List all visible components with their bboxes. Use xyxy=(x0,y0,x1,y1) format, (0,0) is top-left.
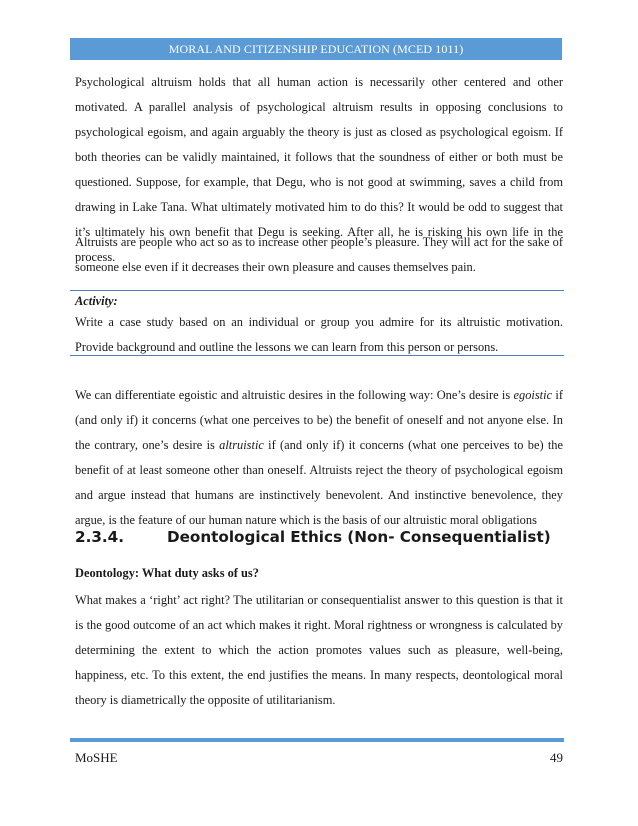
p3-part1: We can differentiate egoistic and altruistic desires in the following way: One’s desire is xyxy=(75,388,514,402)
p3-part2: if (and only if) it concerns (what one perceives to be) the benefit of oneself and not anyone else. In the contrary, one’s desire is xyxy=(75,388,563,452)
paragraph-psychological-altruism: Psychological altruism holds that all human action is necessarily other centered and other motivated. A parallel analysis of psychological altruism results in opposing conclusions to psychological egoism, and again arguably the theory is just as closed as psychological egoism. If both theories can be validly maintained, it follows that the soundness of either or both must be questioned. Suppose, for example, that Degu, who is not good at swimming, saves a child from drawing in Lake Tana. What ultimately motivated him to do this? It would be odd to suggest that it’s ultimately his own benefit that Degu is seeking. After all, he is risking his own life in the process. xyxy=(75,75,563,264)
activity-box xyxy=(70,290,564,356)
section-heading xyxy=(75,528,563,546)
section-number: 2.3.4. xyxy=(75,528,125,546)
header-title: MORAL AND CITIZENSHIP EDUCATION (MCED 1011) xyxy=(168,42,464,56)
term-egoistic: egoistic xyxy=(513,388,553,402)
paragraph-egoistic-altruistic xyxy=(75,383,563,533)
paragraph-altruists-definition: Altruists are people who act so as to increase other people’s pleasure. They will act for the sake of someone else even if it decreases their own pleasure and causes themselves pain. xyxy=(75,235,563,274)
p3-part3: if (and only if) it concerns (what one perceives to be) the benefit of at least someone other than oneself. Altruists reject the theory of psychological egoism and argue instead that humans are instinctively benevolent. And instinctive benevolence, they argue, is the feature of our human nature which is the basis of our altruistic moral obligations xyxy=(75,438,563,527)
activity-text: Write a case study based on an individual or group you admire for its altruistic motivation. Provide background and outline the lessons we can learn from this person or persons. xyxy=(75,315,563,354)
paragraph-deontology: What makes a ‘right’ act right? The utilitarian or consequentialist answer to this question is that it is the good outcome of an act which makes it right. Moral rightness or wrongness is calculated by determining the extent to which the action promotes values such as pleasure, well-being, happiness, etc. To this extent, the end justifies the means. In many respects, deontological moral theory is diametrically the opposite of utilitarianism. xyxy=(75,593,563,707)
page-number: 49 xyxy=(550,750,563,765)
section-title: Deontological Ethics (Non- Consequentialist) xyxy=(167,528,551,546)
page-header xyxy=(70,38,562,60)
subheading-deontology: Deontology: What duty asks of us? xyxy=(75,566,259,580)
footer-org: MoSHE xyxy=(75,750,118,765)
term-altruistic: altruistic xyxy=(219,438,264,452)
activity-title: Activity: xyxy=(75,294,118,308)
footer-divider xyxy=(70,738,564,742)
